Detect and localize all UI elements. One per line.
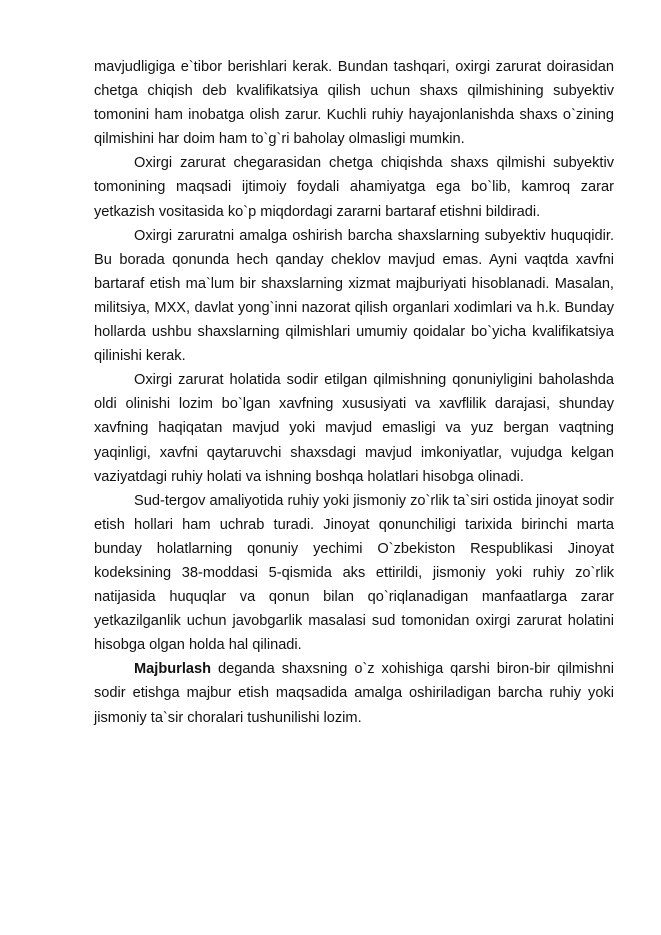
paragraph-text: mavjudligiga e`tibor berishlari kerak. Bundan tashqari, oxirgi zarurat doirasidan chetga chiqish deb kvalifikatsiya qilish uchun shaxs qilmishining subyektiv tomonini ham inobatga olish zarur. Kuchli ruhiy hayajonlanishda shaxs o`zining qilmishini har doim ham to`g`ri baholay olmasligi mumkin. [94, 59, 614, 148]
paragraph [94, 55, 614, 151]
paragraph [94, 489, 614, 658]
document-page [94, 55, 614, 730]
paragraph [94, 368, 614, 488]
paragraph-text: deganda shaxsning o`z xohishiga qarshi biron-bir qilmishni sodir etishga majbur etish maqsadida amalga oshiriladigan barcha ruhiy yoki jismoniy ta`sir choralari tushunilishi lozim. [94, 661, 614, 726]
paragraph-text: Oxirgi zaruratni amalga oshirish barcha shaxslarning subyektiv huquqidir. Bu borada qonunda hech qanday cheklov mavjud emas. Ayni vaqtda xavfni bartaraf etish ma`lum bir shaxslarning xizmat majburiyati hisoblanadi. Masalan, militsiya, MXX, davlat yong`inni nazorat qilish organlari xodimlari va h.k. Bunday hollarda ushbu shaxslarning qilmishlari umumiy qoidalar bo`yicha kvalifikatsiya qilinishi kerak. [94, 227, 614, 365]
paragraph-text: Oxirgi zarurat holatida sodir etilgan qilmishning qonuniyligini baholashda oldi olinishi lozim bo`lgan xavfning xususiyati va xavflilik darajasi, shunday xavfning haqiqatan mavjud yoki mavjud emasligi va yuz bergan vaqtning yaqinligi, xavfni qaytaruvchi shaxsdagi mavjud imkoniyatlar, vujudga kelgan vaziyatdagi ruhiy holati va ishning boshqa holatlari hisobga olinadi. [94, 372, 614, 485]
defined-term: Majburlash [134, 661, 212, 678]
paragraph [94, 151, 614, 223]
paragraph-text: Oxirgi zarurat chegarasidan chetga chiqishda shaxs qilmishi subyektiv tomonining maqsadi ijtimoiy foydali ahamiyatga ega bo`lib, kamroq zarar yetkazish vositasida ko`p miqdordagi zararni bartaraf etishni bildiradi. [94, 155, 614, 220]
paragraph-text: Sud-tergov amaliyotida ruhiy yoki jismoniy zo`rlik ta`siri ostida jinoyat sodir etish hollari ham uchrab turadi. Jinoyat qonunchiligi tarixida birinchi marta bunday holatlarning qonuniy yechimi O`zbekiston Respublikasi Jinoyat kodeksining 38-moddasi 5-qismida aks ettirildi, jismoniy yoki ruhiy zo`rlik natijasida huquqlar va qonun bilan qo`riqlanadigan manfaatlarga zarar yetkazilganlik uchun javobgarlik masalasi sud tomonidan oxirgi zarurat holatini hisobga olgan holda hal qilinadi. [94, 492, 614, 654]
paragraph [94, 224, 614, 369]
paragraph [94, 657, 614, 729]
